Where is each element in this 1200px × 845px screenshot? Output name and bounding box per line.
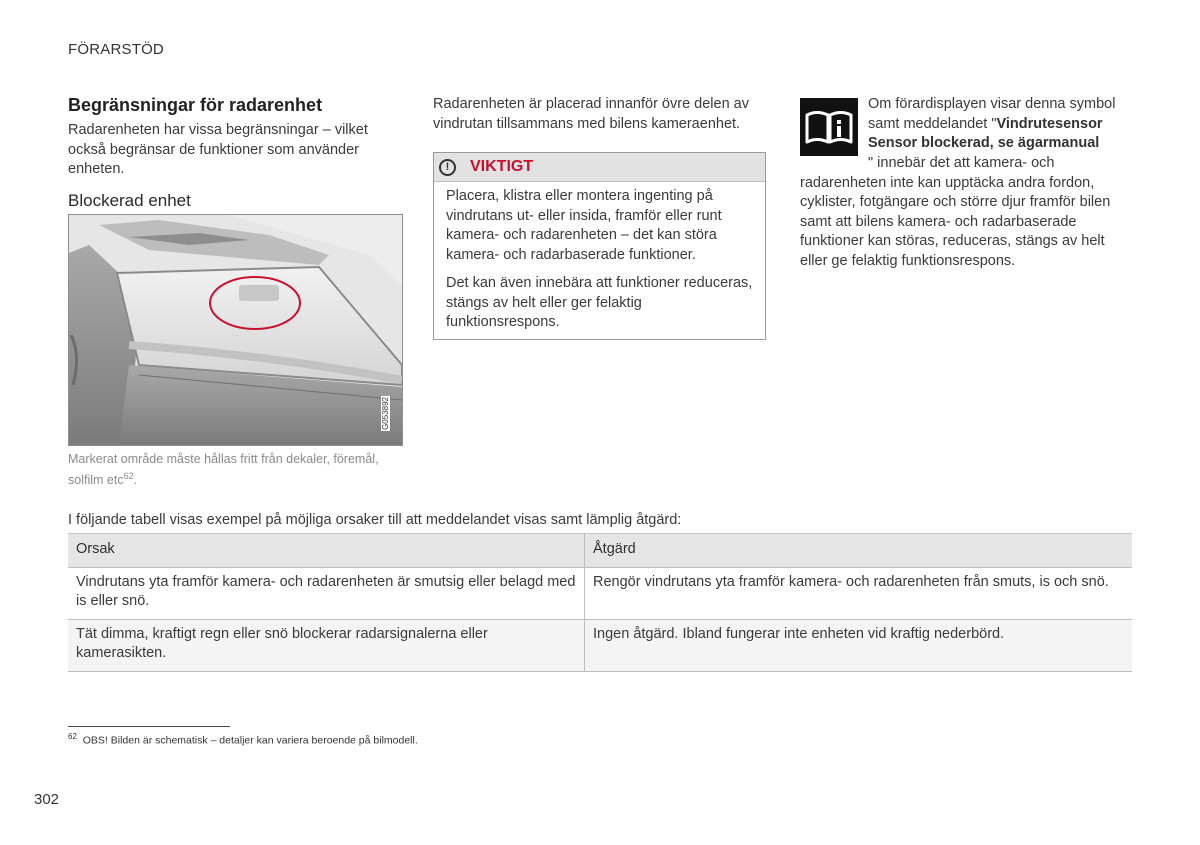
symbol-explanation-top xyxy=(868,95,1136,154)
exclamation-icon: ! xyxy=(439,159,456,176)
section-title: FÖRARSTÖD xyxy=(68,41,164,58)
manual-book-icon xyxy=(800,98,858,156)
page-heading: Begränsningar för radarenhet xyxy=(68,95,323,115)
radar-location-paragraph: Radarenheten är placerad innanför övre delen av vindrutan tillsammans med bilens kameraenhet. xyxy=(433,96,749,132)
table-intro: I följande tabell visas exempel på möjliga orsaker till att meddelandet visas samt lämplig åtgärd: xyxy=(68,512,682,528)
cause-cell: Tät dimma, kraftigt regn eller snö blockerar radarsignalerna eller kamerasikten. xyxy=(68,619,585,671)
subheading-blocked-unit: Blockerad enhet xyxy=(68,191,191,210)
warning-paragraph-1: Placera, klistra eller montera ingenting på vindrutans ut- eller insida, framför eller runt kamera- och radarenheten – det kan störa kamera- och radarbaserade funktioner. xyxy=(446,188,722,263)
footnote-number: 62 xyxy=(68,732,77,741)
display-message: Vindrutesensor Sensor blockerad, se ägarmanual xyxy=(868,115,1103,151)
column-header-action: Åtgärd xyxy=(585,534,1133,568)
table-row xyxy=(68,567,1132,619)
footnote-text: OBS! Bilden är schematisk – detaljer kan variera beroende på bilmodell. xyxy=(82,734,418,747)
causes-actions-table xyxy=(68,533,1132,672)
table-header-row xyxy=(68,534,1132,568)
warning-paragraph-2: Det kan även innebära att funktioner reduceras, stängs av helt eller ger felaktig funktionsrespons. xyxy=(446,275,753,330)
warning-header xyxy=(434,153,765,182)
intro-paragraph: Radarenheten har vissa begränsningar – vilket också begränsar de funktioner som använder enheten. xyxy=(68,122,368,177)
cause-cell: Vindrutans yta framför kamera- och radarenheten är smutsig eller belagd med is eller snö. xyxy=(68,567,585,619)
action-cell: Ingen åtgärd. Ibland fungerar inte enheten vid kraftig nederbörd. xyxy=(585,619,1133,671)
column-header-cause: Orsak xyxy=(68,534,585,568)
table-row xyxy=(68,619,1132,671)
caption-footnote-ref: 62 xyxy=(123,471,134,481)
symbol-explanation-rest: " innebär det att kamera- och radarenheten inte kan upptäcka andra fordon, cyklister, fotgängare och större djur framför bilen samt att bilens kamera- och radarbaserade funktioner kan störas, reduceras, stängs av helt eller ge felaktig funktionsrespons. xyxy=(800,155,1111,269)
footnote xyxy=(68,732,418,747)
windshield-illustration xyxy=(68,214,403,446)
warning-box xyxy=(433,152,766,340)
action-cell: Rengör vindrutans yta framför kamera- och radarenheten från smuts, is och snö. xyxy=(585,567,1133,619)
symbol-text-start: Om förardisplayen visar denna symbol samt meddelandet " xyxy=(868,96,1116,132)
footnote-divider xyxy=(68,726,230,727)
figure-code: G053892 xyxy=(381,397,390,430)
car-windshield-drawing xyxy=(69,215,402,445)
figure-caption: Markerat område måste hållas fritt från dekaler, föremål, solfilm etc$^{62}$. xyxy=(68,452,379,488)
page-number: 302 xyxy=(34,791,60,808)
warning-title: VIKTIGT xyxy=(470,158,534,175)
caption-text: Markerat område måste hållas fritt från dekaler, föremål, solfilm etc xyxy=(68,452,379,488)
